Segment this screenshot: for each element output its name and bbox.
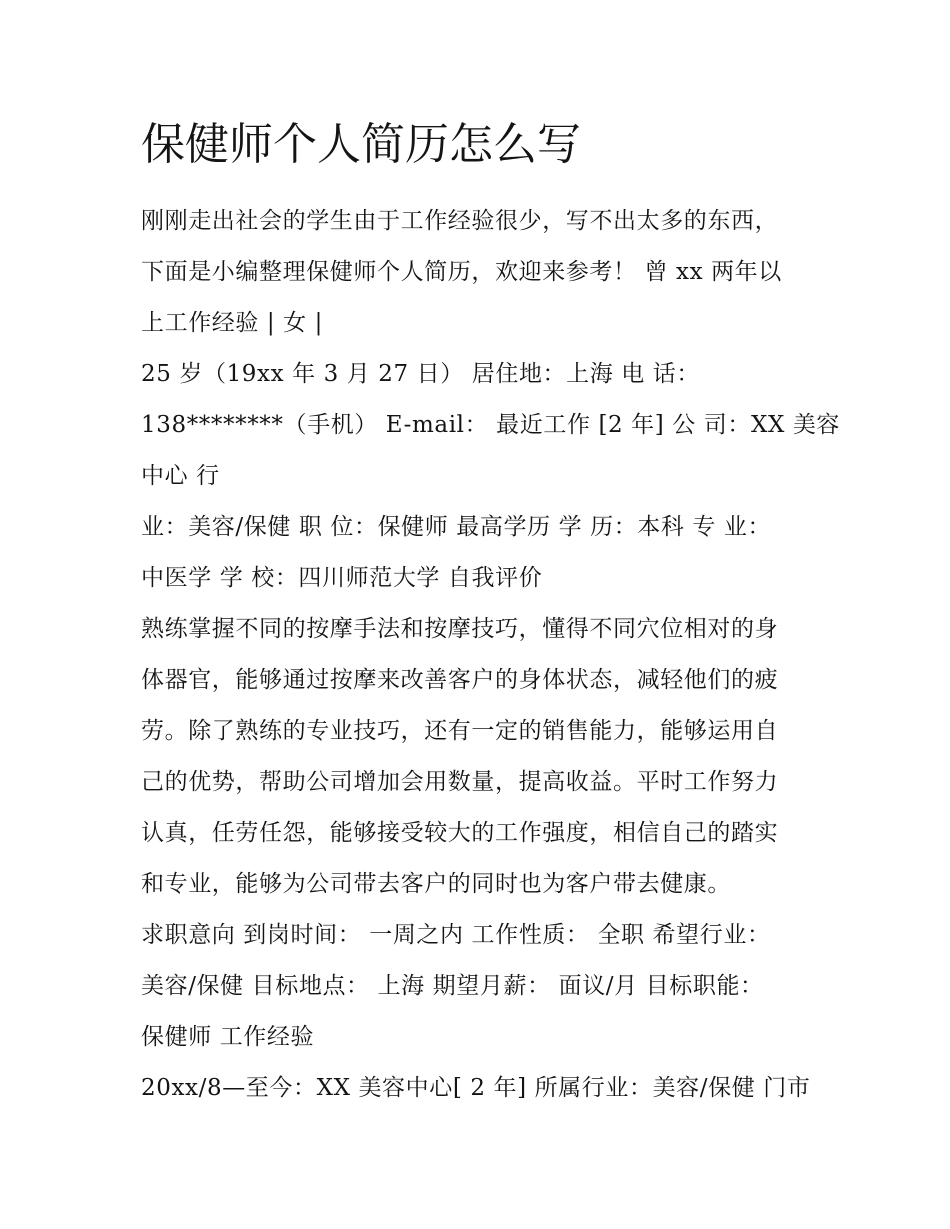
text-line: 刚刚走出社会的学生由于工作经验很少，写不出太多的东西， xyxy=(141,208,779,234)
text-line: 中医学 学 校：四川师范大学 自我评价 xyxy=(141,565,543,591)
text-line: 劳。除了熟练的专业技巧，还有一定的销售能力，能够运用自 xyxy=(141,718,779,744)
text-line: 业：美容/保健 职 位：保健师 最高学历 学 历：本科 专 业： xyxy=(141,514,772,540)
text-line: 下面是小编整理保健师个人简历，欢迎来参考！ 曾 xx 两年以 xyxy=(141,259,782,285)
text-line: 25 岁（19xx 年 3 月 27 日） 居住地：上海 电 话： xyxy=(141,361,700,387)
text-line: 上工作经验 | 女 | xyxy=(141,310,324,336)
document-title: 保健师个人简历怎么写 xyxy=(141,119,581,170)
text-line: 认真，任劳任怨，能够接受较大的工作强度，相信自己的踏实 xyxy=(141,820,779,846)
text-line: 己的优势，帮助公司增加会用数量，提高收益。平时工作努力 xyxy=(141,769,779,795)
text-line: 138********（手机） E-mail： 最近工作 [2 年] 公 司：XX 美容 xyxy=(141,412,841,438)
text-line: 和专业，能够为公司带去客户的同时也为客户带去健康。 xyxy=(141,871,731,897)
text-line: 熟练掌握不同的按摩手法和按摩技巧，懂得不同穴位相对的身 xyxy=(141,616,779,642)
text-line: 中心 行 xyxy=(141,463,220,489)
text-line: 美容/保健 目标地点： 上海 期望月薪： 面议/月 目标职能： xyxy=(141,973,764,999)
text-line: 20xx/8—至今：XX 美容中心[ 2 年] 所属行业：美容/保健 门市 xyxy=(141,1075,811,1101)
text-line: 体器官，能够通过按摩来改善客户的身体状态，减轻他们的疲 xyxy=(141,667,779,693)
text-line: 保健师 工作经验 xyxy=(141,1024,315,1050)
text-line: 求职意向 到岗时间： 一周之内 工作性质： 全职 希望行业： xyxy=(141,922,771,948)
